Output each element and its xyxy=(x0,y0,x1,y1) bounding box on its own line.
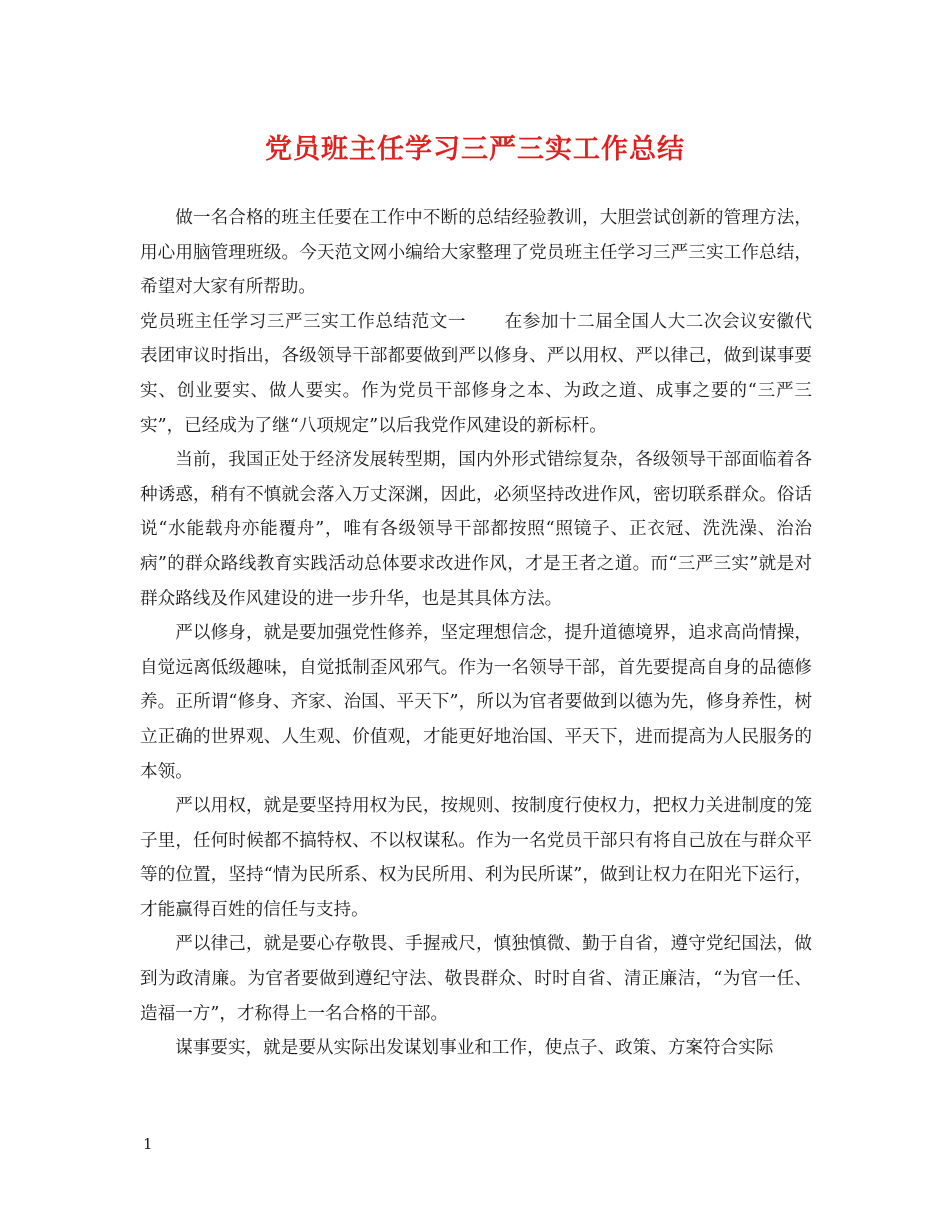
section-paragraph-1 xyxy=(140,305,812,443)
section-heading: 党员班主任学习三严三实工作总结范文一 xyxy=(140,311,466,332)
paragraph-1-text: 在参加十二届全国人大二次会议安徽代表团审议时指出，各级领导干部都要做到严以修身、严以用权、严以律己，做到谋事要实、创业要实、做人要实。作为党员干部修身之本、为政之道、成事之要的“三严三实”，已经成为了继“八项规定”以后我党作风建设的新标杆。 xyxy=(140,311,812,436)
paragraph-2: 当前，我国正处于经济发展转型期，国内外形式错综复杂，各级领导干部面临着各种诱惑，稍有不慎就会落入万丈深渊，因此，必须坚持改进作风，密切联系群众。俗话说“水能载舟亦能覆舟”，唯有各级领导干部都按照“照镜子、正衣冠、洗洗澡、治治病”的群众路线教育实践活动总体要求改进作风，才是王者之道。而“三严三实”就是对群众路线及作风建设的进一步升华，也是其具体方法。 xyxy=(140,450,812,609)
paragraph-6: 谋事要实，就是要从实际出发谋划事业和工作，使点子、政策、方案符合实际 xyxy=(175,1038,774,1059)
document-body xyxy=(140,201,812,1066)
paragraph-4: 严以用权，就是要坚持用权为民，按规则、按制度行使权力，把权力关进制度的笼子里，任何时候都不搞特权、不以权谋私。作为一名党员干部只有将自己放在与群众平等的位置，坚持“情为民所系、权为民所用、利为民所谋”，做到让权力在阳光下运行，才能赢得百姓的信任与支持。 xyxy=(140,796,812,920)
paragraph-5: 严以律己，就是要心存敬畏、手握戒尺，慎独慎微、勤于自省，遵守党纪国法，做到为政清廉。为官者要做到遵纪守法、敬畏群众、时时自省、清正廉洁，“为官一任、造福一方”，才称得上一名合格的干部。 xyxy=(140,934,812,1024)
paragraph-3: 严以修身，就是要加强党性修养，坚定理想信念，提升道德境界，追求高尚情操，自觉远离低级趣味，自觉抵制歪风邪气。作为一名领导干部，首先要提高自身的品德修养。正所谓“修身、齐家、治国、平天下”，所以为官者要做到以德为先，修身养性，树立正确的世界观、人生观、价值观，才能更好地治国、平天下，进而提高为人民服务的本领。 xyxy=(140,623,812,782)
document-title: 党员班主任学习三严三实工作总结 xyxy=(265,134,685,165)
page-number: 1 xyxy=(143,1135,153,1153)
intro-paragraph: 做一名合格的班主任要在工作中不断的总结经验教训，大胆尝试创新的管理方法，用心用脑管理班级。今天范文网小编给大家整理了党员班主任学习三严三实工作总结，希望对大家有所帮助。 xyxy=(140,208,812,298)
